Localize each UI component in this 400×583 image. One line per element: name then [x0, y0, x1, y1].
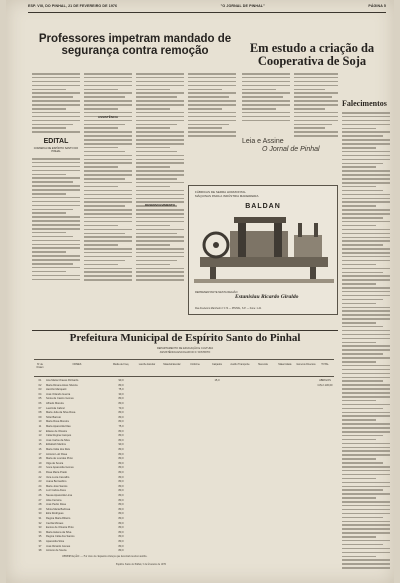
- leia-assine: [242, 138, 342, 154]
- table-cell: 80,0: [118, 471, 124, 474]
- table-cell: 09: [38, 415, 42, 419]
- table-cell: 06: [38, 402, 42, 405]
- article-column-1a: [32, 73, 80, 135]
- table-cell: 13: [38, 434, 42, 438]
- sawmill-machine-illustration: [190, 213, 338, 287]
- table-cell-name: Maria Rosa Moreira: [46, 420, 69, 424]
- table-cell: 36: [38, 540, 42, 543]
- table-row: [34, 540, 334, 544]
- table-cell: 12: [38, 429, 42, 433]
- table-cell: 28: [38, 503, 42, 507]
- running-head-right: PÁGINA 5: [368, 4, 386, 8]
- table-cell: 80,0: [118, 521, 124, 525]
- table-cell-name: Cecília Moraes: [46, 521, 64, 525]
- table-footer: OBSERVAÇÃO: — Foi visto de cinquenta crianças que deveriam receber auxílio.: [62, 555, 148, 558]
- table-cell: Cr$ 2.130,00: [317, 383, 333, 387]
- article-column-2: [84, 73, 132, 286]
- table-cell: 15,0: [214, 379, 220, 382]
- table-cell: 80,0: [118, 383, 124, 387]
- table-cell-name: Olga de Souza: [46, 461, 64, 465]
- table-cell-name: Sirlei Barreto: [46, 415, 61, 419]
- table-row: [34, 430, 334, 434]
- table-cell: 80,0: [118, 498, 124, 502]
- table-cell: 17: [38, 452, 42, 456]
- table-cell: 23: [38, 480, 42, 484]
- table-cell-name: Maria de Lourdes Pinto: [46, 457, 73, 461]
- table-caption-1: DEPARTAMENTO DE EDUCAÇÃO E CULTURA: [156, 347, 214, 350]
- table-cell-name: Vera Lucia Carvalho: [46, 475, 70, 479]
- table-cell-name: Maria José Santos: [46, 484, 68, 488]
- table-cell: 80,0: [118, 512, 124, 516]
- top-rule: [28, 12, 386, 13]
- table-header: [34, 359, 334, 377]
- table-row: [34, 407, 334, 411]
- table-cell: 02: [38, 383, 42, 387]
- table-cell: 01: [38, 379, 42, 382]
- newspaper-page: [6, 0, 394, 583]
- ad-tagline: [195, 190, 258, 198]
- table-cell-name: Maria Julia da Silva Rosa: [46, 411, 76, 415]
- section-edital: EDITAL: [43, 138, 69, 145]
- leia-line1: Leia e Assine: [242, 138, 284, 145]
- section-assistencia: ASSISTÊNCIA: [97, 115, 119, 119]
- table-row: [34, 526, 334, 530]
- table-column-header: Maternidade: [278, 363, 292, 366]
- table-cell-name: Hercílio Marquetti: [46, 388, 67, 392]
- table-cell: 18: [38, 457, 42, 461]
- table-cell: 80,0: [118, 484, 124, 488]
- table-cell: 25: [38, 489, 42, 493]
- table-cell: 37: [38, 544, 42, 548]
- table-row: [34, 471, 334, 475]
- table-cell: ABRIGOS: [319, 379, 331, 382]
- table-cell: 80,0: [118, 411, 124, 415]
- table-cell: 11: [38, 425, 42, 428]
- table-cell: 26: [38, 494, 42, 497]
- table-cell: 80,0: [118, 438, 124, 442]
- article-column-1b: [32, 158, 80, 286]
- table-cell: 80,0: [118, 489, 124, 493]
- ad-representative-name: Estanislau Ricardo Giraldo: [235, 294, 299, 300]
- table-cell: 38: [38, 549, 42, 553]
- table-cell: 08: [38, 411, 42, 415]
- table-cell-name: Regina Maria Ribeiro: [46, 517, 71, 520]
- table-row: [34, 453, 334, 457]
- table-row: [34, 512, 334, 516]
- table-column-header: Gêneros Diversos: [296, 363, 316, 366]
- table-cell: 80,0: [118, 420, 124, 424]
- running-head: [28, 4, 386, 12]
- table-row: [34, 480, 334, 484]
- table-row: [34, 411, 334, 415]
- table-cell: 16: [38, 448, 42, 451]
- ad-brand: BALDAN: [245, 203, 281, 210]
- headline-cooperativa-line2: Cooperativa de Soja: [257, 54, 367, 69]
- table-cell: 80,0: [118, 526, 124, 530]
- table-column-header: Material Escolar: [163, 363, 181, 366]
- section-desenvolvimento: DESENVOLVIMENTO: [145, 203, 175, 207]
- running-head-center: "O JORNAL DE PINHAL": [220, 4, 265, 8]
- table-cell-name: Joana Bernardino: [46, 480, 67, 484]
- article-column-5: [242, 73, 290, 123]
- table-cell: 22: [38, 475, 42, 479]
- table-row: [34, 476, 334, 480]
- article-column-6: [294, 73, 338, 139]
- table-cell-name: Regina Célia dos Santos: [46, 535, 75, 539]
- table-row: [34, 384, 334, 388]
- table-cell: 80,0: [118, 549, 124, 553]
- table-cell: 21: [38, 471, 42, 474]
- table-cell: 80,0: [118, 507, 124, 511]
- table-cell-name: Ivone Aparecida Gomes: [46, 466, 74, 470]
- assistencia-table: [34, 359, 334, 559]
- table-cell: 29: [38, 507, 42, 511]
- table-cell: 90,0: [118, 443, 124, 447]
- table-cell: 32: [38, 521, 42, 525]
- table-row: [34, 466, 334, 470]
- table-cell: 80,0: [118, 540, 124, 543]
- table-cell-name: Maria Célia dos Reis: [46, 448, 70, 451]
- table-row: [34, 499, 334, 503]
- table-row: [34, 462, 334, 466]
- table-cell: 14: [38, 438, 42, 442]
- table-column-header: TOTAL: [321, 363, 329, 366]
- table-cell: 34: [38, 530, 42, 534]
- table-cell: 80,0: [118, 475, 124, 479]
- table-cell: 10: [38, 420, 42, 424]
- table-cell: 80,0: [118, 544, 124, 548]
- table-cell-name: Elizabeth Martins: [46, 443, 66, 447]
- table-row: [34, 545, 334, 549]
- table-cell-name: José Pedro Rosa: [46, 503, 66, 507]
- table-cell: 30: [38, 512, 42, 516]
- table-column-header: Uniforme: [190, 363, 200, 366]
- table-cell: 80,0: [118, 448, 124, 451]
- ad-address: Rua Frederico Marchetti nº 174 — PINHAL, S.P. — Fone: 1-41: [195, 307, 262, 310]
- table-row: [34, 434, 334, 438]
- headline-professores-line2: segurança contra remoção: [61, 45, 209, 58]
- table-row: [34, 485, 334, 489]
- table-cell: 80,0: [118, 434, 124, 438]
- ad-representative-label: REPRESENTANTE NESTA REGIÃO:: [195, 291, 239, 294]
- table-cell: 24: [38, 484, 42, 488]
- table-cell: 80,0: [118, 530, 124, 534]
- table-cell: 19: [38, 461, 42, 465]
- table-cell: 04: [38, 392, 42, 396]
- table-row: [34, 503, 334, 507]
- table-cell: 80,0: [118, 517, 124, 520]
- section-rule: [32, 330, 338, 331]
- running-head-left: ESP. VIII, DO PINHAL, 21 DE FEVEREIRO DE 1976: [28, 4, 118, 8]
- leia-line2: O Jornal de Pinhal: [262, 146, 320, 153]
- table-cell: 80,0: [118, 452, 124, 456]
- table-cell-name: Sonia de Castro Gomes: [46, 397, 74, 401]
- table-signature: Espírito Santo do Pinhal, 5 de fevereiro de 1976: [116, 563, 166, 566]
- section-edital-sub: COMARCA DE ESPÍRITO SANTO DO PINHAL: [33, 147, 79, 154]
- table-cell-name: Maria Helena da Silva: [46, 530, 72, 534]
- table-row: [34, 416, 334, 420]
- table-cell: 80,0: [118, 415, 124, 419]
- table-cell: 70,0: [118, 406, 124, 410]
- headline-professores-line1: Professores impetram mandado de: [38, 33, 232, 45]
- table-row: [34, 420, 334, 424]
- table-cell: 80,0: [118, 457, 124, 461]
- table-cell-name: Luiz Carlos Alves: [46, 489, 66, 493]
- table-row: [34, 448, 334, 452]
- table-cell: 30,0: [118, 392, 124, 396]
- table-row: [34, 517, 334, 521]
- table-cell-name: Aparecida Silva: [46, 540, 65, 543]
- table-cell: 80,0: [118, 480, 124, 484]
- table-row: [34, 379, 334, 383]
- table-cell: 33: [38, 526, 42, 530]
- table-column-header: Nº de Ordem: [36, 363, 44, 369]
- article-column-4: [188, 73, 236, 139]
- headline-cooperativa: [242, 42, 382, 68]
- headline-professores: [32, 33, 238, 57]
- table-cell-name: Alfredo Moreira: [46, 402, 64, 405]
- table-row: [34, 388, 334, 392]
- section-falecimentos: Falecimentos: [342, 99, 387, 108]
- table-cell: 80,0: [118, 397, 124, 401]
- table-row: [34, 439, 334, 443]
- table-cell: 90,0: [118, 379, 124, 382]
- table-cell: 15: [38, 443, 42, 447]
- table-row: [34, 397, 334, 401]
- table-cell: 05: [38, 397, 42, 401]
- table-row: [34, 494, 334, 498]
- table-column-header: Calçados: [212, 363, 222, 366]
- table-cell: 75,0: [118, 388, 124, 392]
- table-column-header: Média de Freq.: [112, 363, 130, 366]
- article-column-3: [136, 73, 184, 286]
- table-cell-name: Ana Maria Chaves Rizzardo: [46, 379, 79, 382]
- table-cell-name: Eunice de Oliveira Pinto: [46, 526, 74, 530]
- table-cell: 80,0: [118, 503, 124, 507]
- article-column-falecimentos: [342, 112, 390, 572]
- table-cell-name: Laurinda Cabral: [46, 406, 65, 410]
- ad-tagline-2: MÁQUINAS PARA A INDÚSTRIA MADEIREIRA: [195, 194, 259, 198]
- table-cell-name: Célia Regina Campos: [46, 434, 72, 438]
- table-column-header: Merenda: [258, 363, 268, 366]
- table-cell: 07: [38, 406, 42, 410]
- table-cell-name: Elza Rodrigues: [46, 512, 64, 516]
- table-row: [34, 402, 334, 406]
- table-cell-name: José Carlos da Silva: [46, 438, 70, 442]
- table-cell-name: Sônia Maria Barbosa: [46, 507, 71, 511]
- baldan-advertisement: [188, 185, 338, 315]
- table-cell-name: Antonio de Souza: [46, 549, 67, 553]
- table-cell: 80,0: [118, 466, 124, 470]
- table-cell-name: Elisete de Oliveira: [46, 429, 67, 433]
- table-row: [34, 531, 334, 535]
- table-cell-name: Rosa Maria Prado: [46, 471, 67, 474]
- table-caption: [32, 347, 338, 354]
- table-cell: 75,0: [118, 425, 124, 428]
- ad-tagline-1: FÁBRICAS DE SERRA HORIZONTAL: [195, 190, 246, 194]
- table-row: [34, 535, 334, 539]
- table-row: [34, 443, 334, 447]
- table-row: [34, 457, 334, 461]
- table-cell: 80,0: [118, 461, 124, 465]
- table-cell-name: Maria Dinana Alves Silveira: [46, 383, 78, 387]
- table-row: [34, 522, 334, 526]
- table-cell-name: Maria Aparecida Dias: [46, 425, 71, 428]
- table-row: [34, 425, 334, 429]
- table-cell: 27: [38, 498, 42, 502]
- table-row: [34, 489, 334, 493]
- table-cell: 03: [38, 388, 42, 392]
- table-caption-2: ASSISTÊNCIA ESCOLAR NO 1º DISTRITO: [159, 350, 211, 354]
- table-column-header: NOMES: [72, 363, 82, 366]
- table-row: [34, 508, 334, 512]
- table-row: [34, 393, 334, 397]
- table-cell-name: Alice Ferreira: [46, 498, 62, 502]
- table-cell: 80,0: [118, 429, 124, 433]
- table-cell: 80,0: [118, 494, 124, 497]
- table-cell: 31: [38, 517, 42, 520]
- table-cell: 80,0: [118, 402, 124, 405]
- table-cell: 20: [38, 466, 42, 470]
- table-column-header: Lanche Escolar: [138, 363, 156, 366]
- table-cell: 35: [38, 535, 42, 539]
- table-cell-name: Neusa Aparecida Lima: [46, 494, 73, 497]
- headline-prefeitura: Prefeitura Municipal de Espírito Santo do Pinhal: [69, 332, 301, 344]
- table-row: [34, 549, 334, 553]
- table-cell-name: José Ricardo Gomes: [46, 544, 71, 548]
- table-cell-name: Antonio Luiz Rosa: [46, 452, 68, 456]
- table-cell-name: José Orlando Guerra: [46, 392, 71, 396]
- table-cell: 80,0: [118, 535, 124, 539]
- table-column-header: Auxílio Transporte: [230, 363, 250, 366]
- headline-cooperativa-line1: Em estudo a criação da: [249, 41, 375, 55]
